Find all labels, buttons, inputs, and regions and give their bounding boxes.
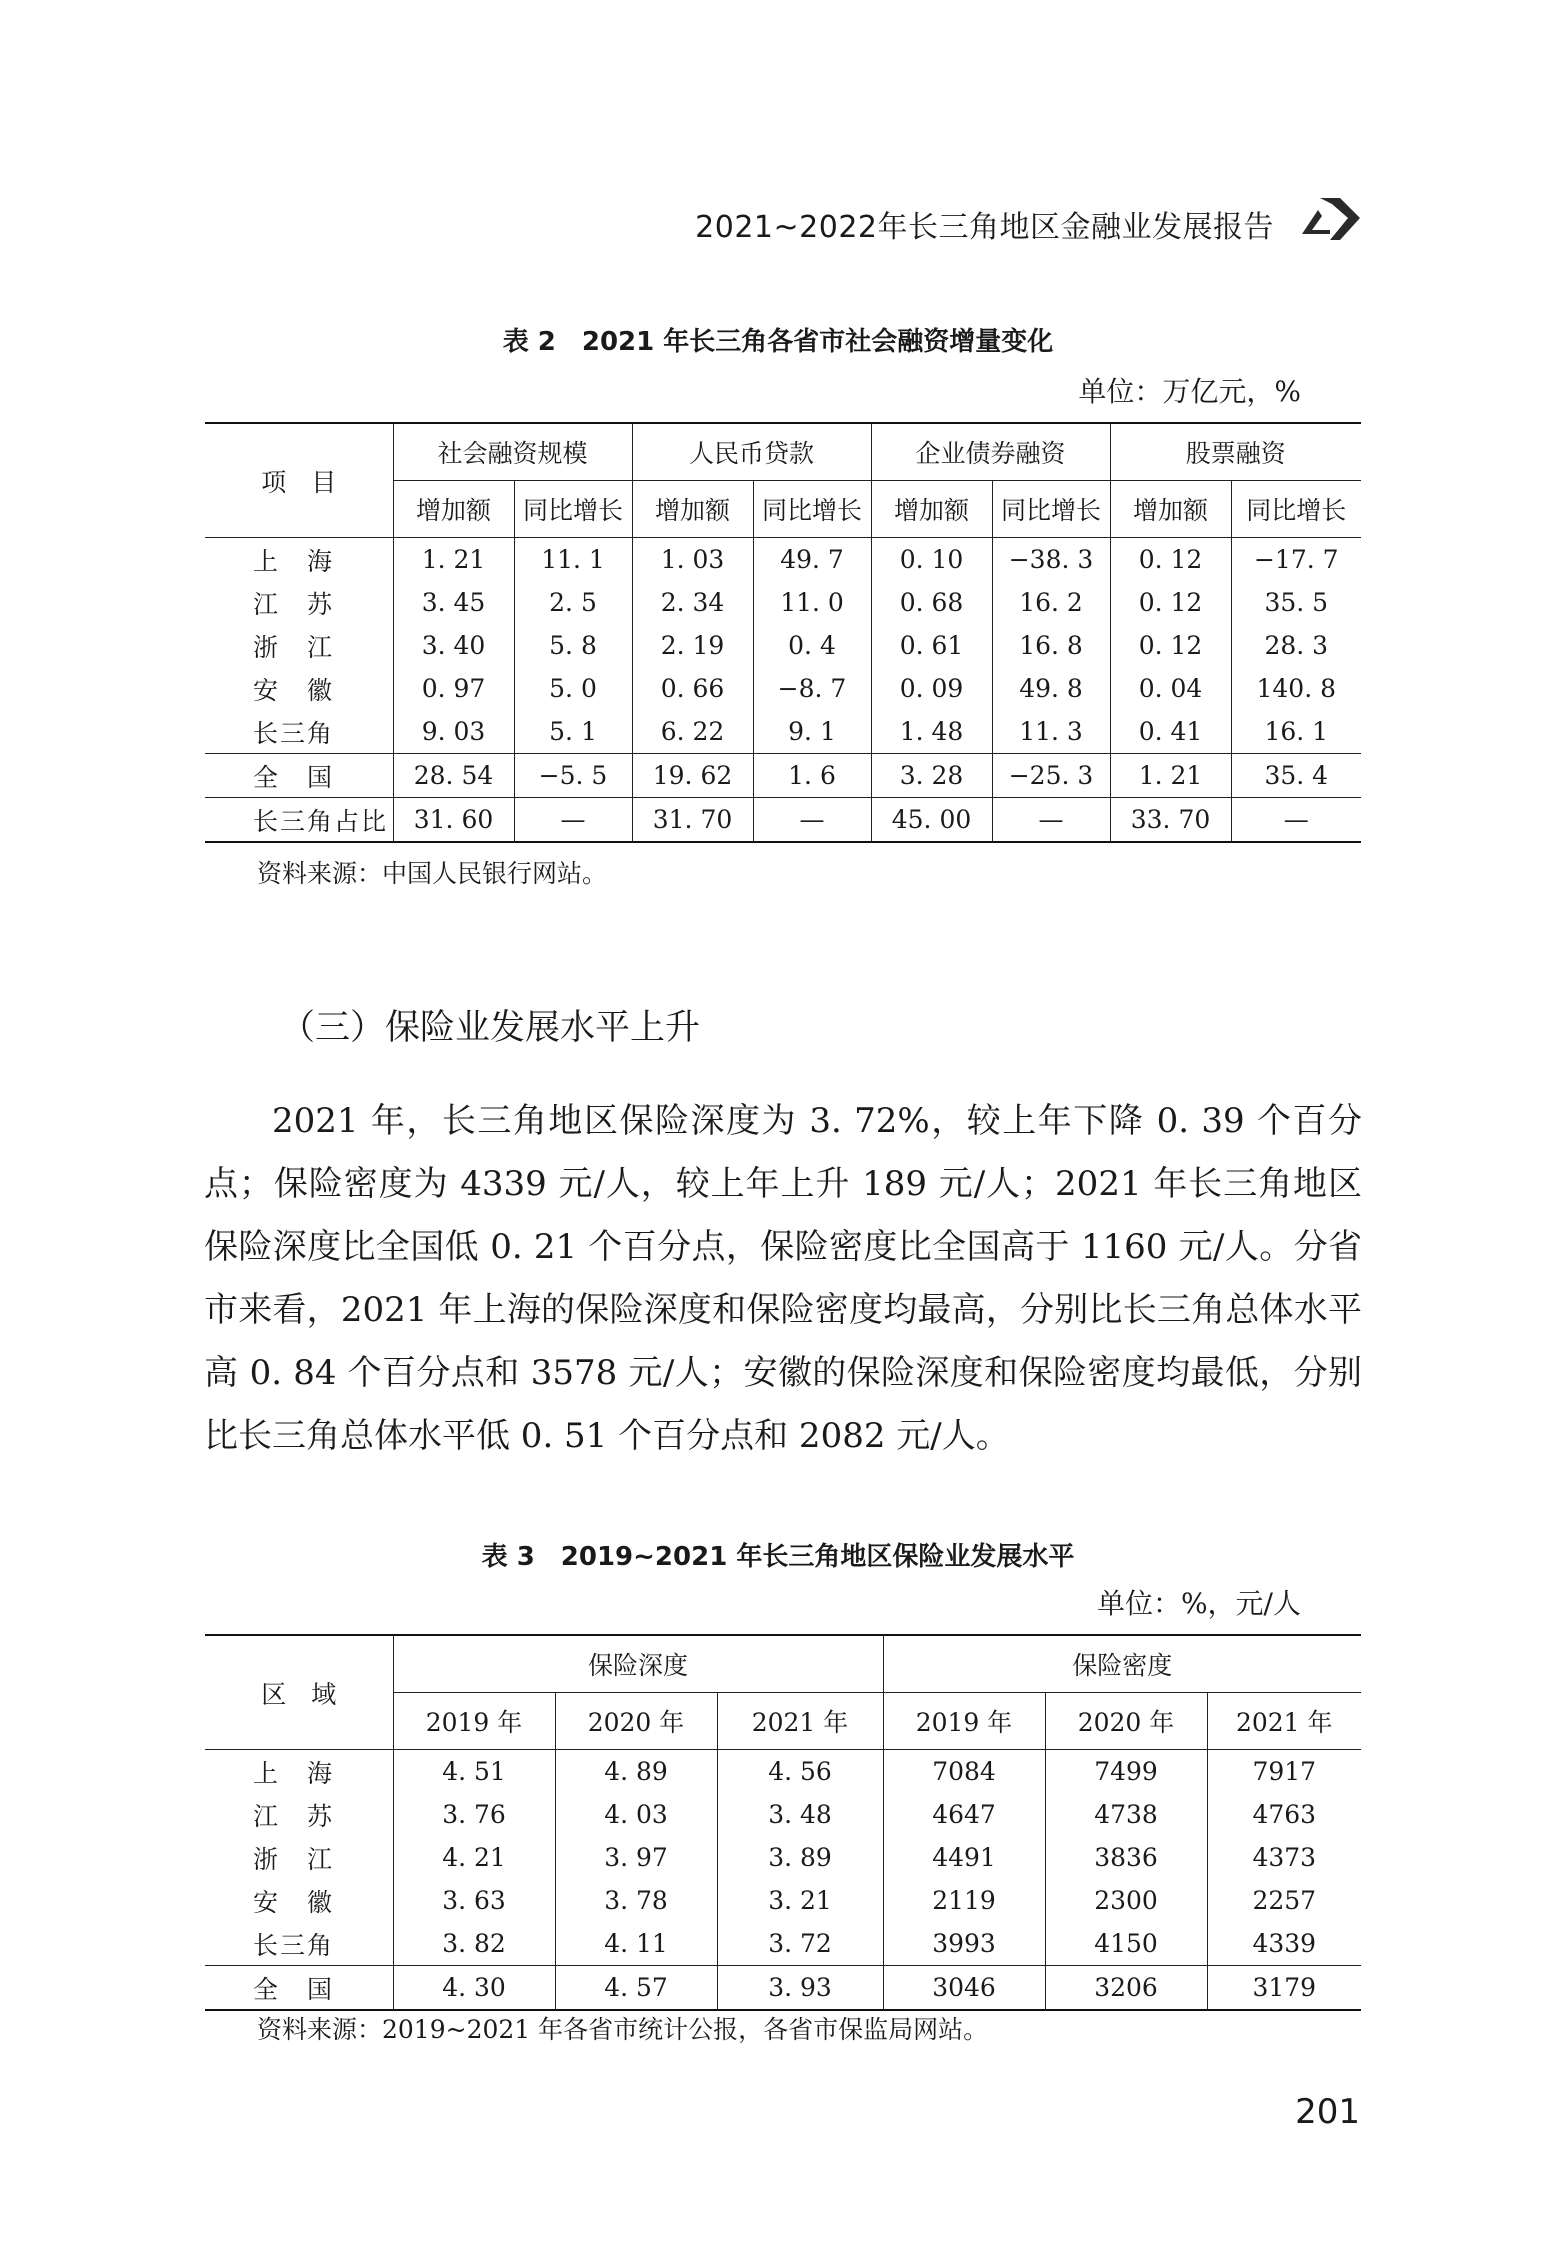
table2-cell: 3. 45 — [393, 581, 514, 624]
table3-cell: 3046 — [883, 1966, 1045, 2011]
table3-cell: 4. 21 — [393, 1836, 555, 1879]
table2-cell: 3. 40 — [393, 624, 514, 667]
table3-group-header: 保险深度 — [393, 1635, 883, 1693]
table3-cell: 7917 — [1207, 1750, 1361, 1794]
table3-cell: 4738 — [1045, 1793, 1207, 1836]
paragraph-text: 2021 年，长三角地区保险深度为 3. 72%，较上年下降 0. 39 个百分点；保险密度为 4339 元/人，较上年上升 189 元/人；2021 年长三角地区保险深度比全国低 0. 21 个百分点，保险密度比全国高于 1160 元/人。分省市来看，2021 年上海的保险深度和保险密度均最高，分别比长三角总体水平高 0. 84 个百分点和 3578 元/人；安徽的保险深度和保险密度均最低，分别比长三角总体水平低 0. 51 个百分点和 2082 元/人。 — [204, 1101, 1362, 1456]
table3-row — [205, 1879, 1361, 1922]
table2-cell: 49. 7 — [753, 538, 871, 582]
table2-row — [205, 754, 1361, 798]
section-heading: （三）保险业发展水平上升 — [280, 1008, 701, 1048]
table2 — [205, 422, 1361, 843]
table2-cell: 16. 8 — [992, 624, 1110, 667]
table3-cell: 4. 89 — [555, 1750, 717, 1794]
table3-cell: 2300 — [1045, 1879, 1207, 1922]
table2-cell: 0. 61 — [871, 624, 992, 667]
table3-cell: 3. 82 — [393, 1922, 555, 1966]
table2-row — [205, 538, 1361, 582]
table3-cell: 7499 — [1045, 1750, 1207, 1794]
table3-subheader: 2019 年 — [393, 1693, 555, 1750]
table3-cell: 4373 — [1207, 1836, 1361, 1879]
table2-row-label: 长三角占比 — [205, 798, 393, 843]
table3-row — [205, 1836, 1361, 1879]
table2-cell: 140. 8 — [1231, 667, 1361, 710]
table2-cell: 1. 6 — [753, 754, 871, 798]
table2-cell: 11. 3 — [992, 710, 1110, 754]
table2-subheader: 同比增长 — [992, 481, 1110, 538]
table2-cell: −17. 7 — [1231, 538, 1361, 582]
table2-cell: 6. 22 — [632, 710, 753, 754]
table3-cell: 3. 63 — [393, 1879, 555, 1922]
table2-cell: 31. 60 — [393, 798, 514, 843]
table3-row — [205, 1750, 1361, 1794]
table2-cell: 9. 03 — [393, 710, 514, 754]
table2-cell: 33. 70 — [1110, 798, 1231, 843]
table3-cell: 7084 — [883, 1750, 1045, 1794]
table2-cell: 2. 19 — [632, 624, 753, 667]
table3-cell: 3. 76 — [393, 1793, 555, 1836]
table2-cell: 0. 41 — [1110, 710, 1231, 754]
table2-row — [205, 624, 1361, 667]
table2-cell: −5. 5 — [514, 754, 632, 798]
table2-row — [205, 667, 1361, 710]
table2-cell: — — [992, 798, 1110, 843]
table3-cell: 3179 — [1207, 1966, 1361, 2011]
table2-cell: −8. 7 — [753, 667, 871, 710]
page-number: 201 — [1295, 2092, 1360, 2132]
table2-cell: 11. 0 — [753, 581, 871, 624]
table3-subheader: 2020 年 — [1045, 1693, 1207, 1750]
table2-subheader: 增加额 — [1110, 481, 1231, 538]
table2-row-label: 长三角 — [253, 718, 335, 748]
table2-cell: 0. 12 — [1110, 624, 1231, 667]
table2-cell: 9. 1 — [753, 710, 871, 754]
table2-cell: 2. 5 — [514, 581, 632, 624]
table3-cell: 2257 — [1207, 1879, 1361, 1922]
table2-subheader: 增加额 — [871, 481, 992, 538]
running-header — [0, 190, 1556, 250]
table3-cell: 3. 97 — [555, 1836, 717, 1879]
table2-cell: — — [753, 798, 871, 843]
table2-cell: 49. 8 — [992, 667, 1110, 710]
table2-source: 资料来源：中国人民银行网站。 — [257, 859, 608, 888]
table3-cell: 3. 93 — [717, 1966, 883, 2011]
table3-group-header: 保险密度 — [883, 1635, 1361, 1693]
table3-cell: 3. 72 — [717, 1922, 883, 1966]
table2-cell: −38. 3 — [992, 538, 1110, 582]
table3-cell: 3. 48 — [717, 1793, 883, 1836]
table3-subheader: 2020 年 — [555, 1693, 717, 1750]
table3-unit: 单位：%，元/人 — [1096, 1587, 1301, 1620]
table2-subheader: 同比增长 — [514, 481, 632, 538]
table3-cell: 4. 30 — [393, 1966, 555, 2011]
table3-cell: 4763 — [1207, 1793, 1361, 1836]
table2-cell: 5. 1 — [514, 710, 632, 754]
table3-subheader: 2021 年 — [717, 1693, 883, 1750]
table2-group-header: 企业债券融资 — [871, 423, 1110, 481]
table2-row-label: 上 海 — [253, 546, 335, 576]
table2-cell: 0. 66 — [632, 667, 753, 710]
table2-subheader: 增加额 — [632, 481, 753, 538]
table2-row-label: 浙 江 — [253, 632, 335, 662]
table3-cell: 2119 — [883, 1879, 1045, 1922]
table2-cell: 16. 2 — [992, 581, 1110, 624]
table2-cell: 0. 09 — [871, 667, 992, 710]
table2-cell: 0. 12 — [1110, 538, 1231, 582]
table3-cell: 4. 03 — [555, 1793, 717, 1836]
table3-cell: 3206 — [1045, 1966, 1207, 2011]
table2-subheader: 增加额 — [393, 481, 514, 538]
table3-row-label: 浙 江 — [253, 1844, 335, 1874]
table3-row — [205, 1922, 1361, 1966]
running-header-title: 2021~2022年长三角地区金融业发展报告 — [695, 210, 1274, 245]
table2-cell: 0. 4 — [753, 624, 871, 667]
table2-cell: 31. 70 — [632, 798, 753, 843]
table2-row — [205, 710, 1361, 754]
table2-cell: 35. 5 — [1231, 581, 1361, 624]
table2-cell: 0. 10 — [871, 538, 992, 582]
table2-cell: 19. 62 — [632, 754, 753, 798]
table3-cell: 4. 56 — [717, 1750, 883, 1794]
table2-row — [205, 581, 1361, 624]
table2-cell: 28. 54 — [393, 754, 514, 798]
table3-row-label: 上 海 — [253, 1758, 335, 1788]
table2-subheader: 同比增长 — [753, 481, 871, 538]
table2-cell: 1. 48 — [871, 710, 992, 754]
table2-row-label: 江 苏 — [253, 589, 335, 619]
table2-cell: — — [514, 798, 632, 843]
table2-cell: 5. 8 — [514, 624, 632, 667]
table3-cell: 4339 — [1207, 1922, 1361, 1966]
table3-cell: 4. 57 — [555, 1966, 717, 2011]
table3-row-label: 长三角 — [253, 1930, 335, 1960]
table2-cell: 16. 1 — [1231, 710, 1361, 754]
table2-row-label: 全 国 — [205, 754, 393, 798]
book-logo-icon — [1300, 190, 1364, 246]
table3-cell: 4647 — [883, 1793, 1045, 1836]
table2-row-header: 项 目 — [205, 423, 393, 538]
table2-row — [205, 798, 1361, 843]
table2-row-label: 安 徽 — [253, 675, 335, 705]
table3-row-label: 江 苏 — [253, 1801, 335, 1831]
table2-cell: 0. 12 — [1110, 581, 1231, 624]
table2-body — [205, 538, 1361, 843]
table3-cell: 3. 78 — [555, 1879, 717, 1922]
table2-cell: 0. 68 — [871, 581, 992, 624]
table3-source: 资料来源：2019~2021 年各省市统计公报，各省市保监局网站。 — [257, 2015, 989, 2044]
table2-unit: 单位：万亿元，% — [1078, 375, 1301, 408]
table3-cell: 4150 — [1045, 1922, 1207, 1966]
table3-subheader: 2021 年 — [1207, 1693, 1361, 1750]
table2-cell: 1. 21 — [1110, 754, 1231, 798]
table2-cell: 0. 97 — [393, 667, 514, 710]
table3-row-header: 区 域 — [205, 1635, 393, 1750]
table2-group-header: 股票融资 — [1110, 423, 1361, 481]
table3-cell: 3993 — [883, 1922, 1045, 1966]
table3-row-label: 安 徽 — [253, 1887, 335, 1917]
table2-cell: — — [1231, 798, 1361, 843]
table2-cell: 45. 00 — [871, 798, 992, 843]
table3-row — [205, 1793, 1361, 1836]
table2-cell: 3. 28 — [871, 754, 992, 798]
table3-cell: 4. 51 — [393, 1750, 555, 1794]
body-paragraph — [204, 1090, 1362, 1468]
table2-cell: 5. 0 — [514, 667, 632, 710]
table3-row-label: 全 国 — [205, 1966, 393, 2011]
table2-group-header: 社会融资规模 — [393, 423, 632, 481]
table3-cell: 3836 — [1045, 1836, 1207, 1879]
table2-cell: 1. 03 — [632, 538, 753, 582]
table3 — [205, 1634, 1361, 2011]
table3-cell: 4491 — [883, 1836, 1045, 1879]
table2-cell: 0. 04 — [1110, 667, 1231, 710]
table2-cell: 2. 34 — [632, 581, 753, 624]
table2-cell: 1. 21 — [393, 538, 514, 582]
table2-caption: 表 2 2021 年长三角各省市社会融资增量变化 — [502, 327, 1054, 357]
table2-cell: 11. 1 — [514, 538, 632, 582]
watermark — [770, 1016, 802, 1046]
table2-cell: 35. 4 — [1231, 754, 1361, 798]
table2-cell: −25. 3 — [992, 754, 1110, 798]
table3-cell: 3. 21 — [717, 1879, 883, 1922]
table2-cell: 28. 3 — [1231, 624, 1361, 667]
table2-subheader: 同比增长 — [1231, 481, 1361, 538]
table3-cell: 4. 11 — [555, 1922, 717, 1966]
table3-body — [205, 1750, 1361, 2011]
table3-caption: 表 3 2019~2021 年长三角地区保险业发展水平 — [481, 1542, 1075, 1572]
table2-group-header: 人民币贷款 — [632, 423, 871, 481]
table3-row — [205, 1966, 1361, 2011]
table3-cell: 3. 89 — [717, 1836, 883, 1879]
table3-subheader: 2019 年 — [883, 1693, 1045, 1750]
